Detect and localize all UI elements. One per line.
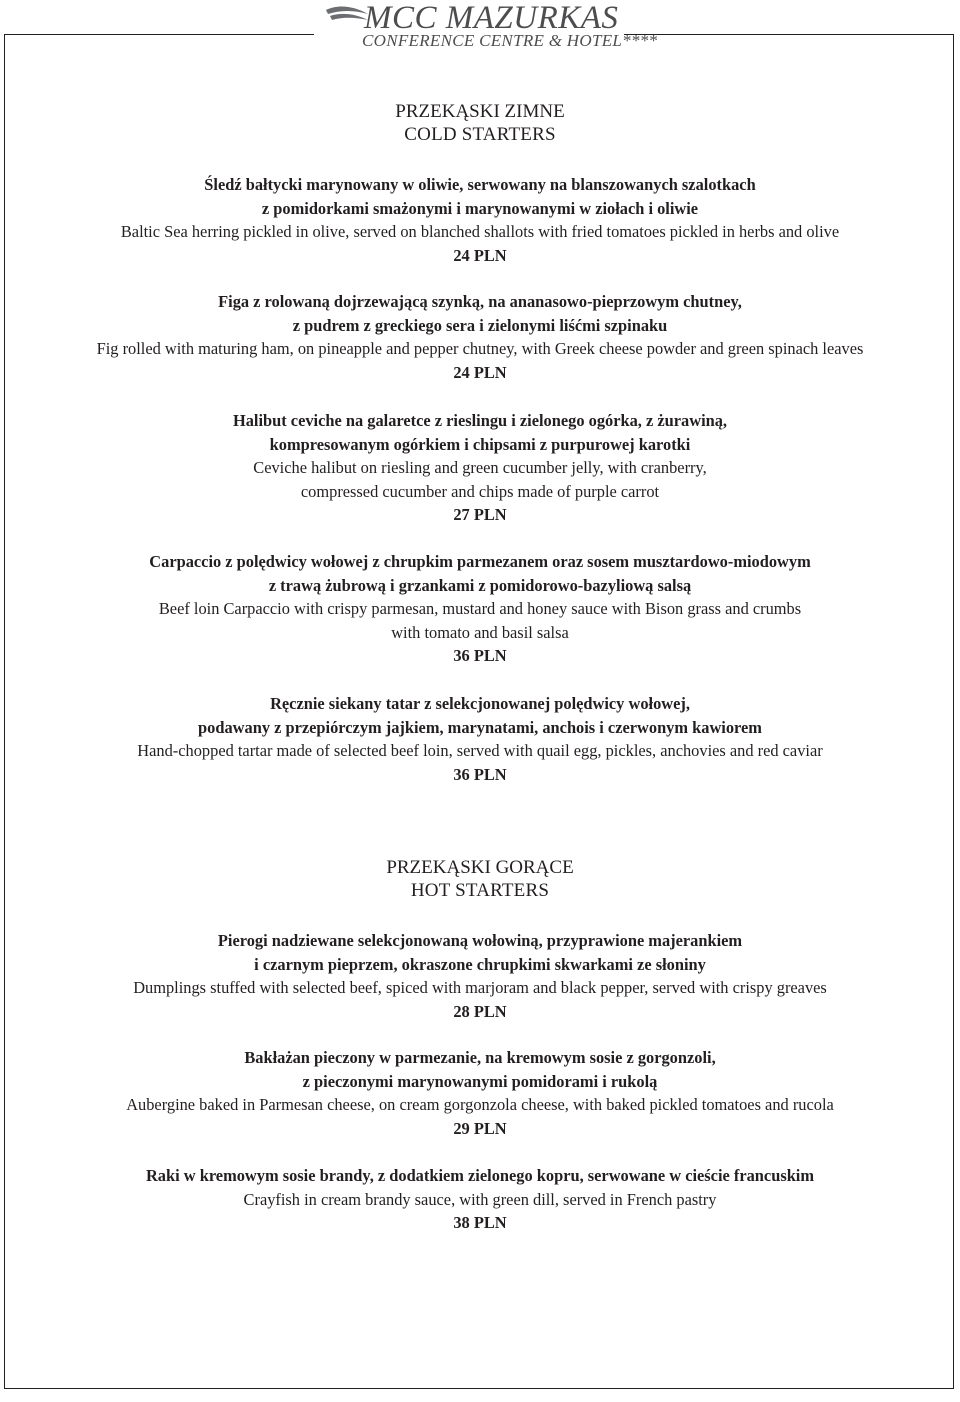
dish-price: 38 PLN (453, 1213, 507, 1232)
section-title-pl: PRZEKĄSKI GORĄCE (386, 857, 574, 878)
logo-subtitle: CONFERENCE CENTRE & HOTEL**** (362, 31, 658, 50)
dish-price: 36 PLN (453, 646, 507, 665)
hotel-logo (318, 0, 658, 56)
dish-name-pl: i czarnym pieprzem, okraszone chrupkimi skwarkami ze słoniny (254, 954, 706, 974)
menu-item (0, 1164, 960, 1235)
section-cold-starters-heading (0, 101, 960, 146)
dish-price: 24 PLN (453, 245, 507, 265)
dish-description-en: Ceviche halibut on riesling and green cucumber jelly, with cranberry, (253, 458, 707, 477)
dish-price: 29 PLN (453, 1118, 507, 1138)
dish-price: 28 PLN (453, 1001, 507, 1021)
dish-name-pl: Śledź bałtycki marynowany w oliwie, serwowany na blanszowanych szalotkach (204, 175, 756, 194)
dish-name-pl: z pomidorkami smażonymi i marynowanymi w ziołach i oliwie (261, 198, 699, 218)
frame-top-line-right (624, 34, 954, 35)
dish-name-pl: Figa z rolowaną dojrzewającą szynką, na ananasowo-pieprzowym chutney, (218, 292, 742, 311)
dish-name-pl: Halibut ceviche na galaretce z rieslingu i zielonego ogórka, z żurawiną, (232, 411, 728, 430)
logo-name: MCC MAZURKAS (364, 0, 619, 36)
dish-name-pl: kompresowanym ogórkiem i chipsami z purpurowej karotki (269, 434, 691, 454)
frame-top-line-left (4, 34, 314, 35)
menu-item (0, 929, 960, 1023)
dish-name-pl: podawany z przepiórczym jajkiem, marynatami, anchois i czerwonym kawiorem (198, 717, 762, 737)
dish-name-pl: Raki w kremowym sosie brandy, z dodatkiem zielonego kopru, serwowane w cieście francuskim (145, 1166, 815, 1185)
dish-price: 27 PLN (453, 505, 507, 524)
menu-item (0, 409, 960, 527)
dish-name-pl: Carpaccio z polędwicy wołowej z chrupkim parmezanem oraz sosem musztardowo-miodowym (149, 552, 811, 571)
dish-description-en: Beef loin Carpaccio with crispy parmesan, mustard and honey sauce with Bison grass and crumbs (158, 599, 802, 618)
section-hot-starters-heading (0, 857, 960, 902)
dish-description-en: Baltic Sea herring pickled in olive, served on blanched shallots with fried tomatoes pickled in herbs and olive (120, 222, 840, 241)
dish-description-en: Hand-chopped tartar made of selected beef loin, served with quail egg, pickles, anchovies and red caviar (137, 741, 823, 760)
dish-name-pl: Pierogi nadziewane selekcjonowaną wołowiną, przyprawione majerankiem (217, 931, 743, 950)
dish-price: 36 PLN (453, 764, 507, 784)
dish-description-en: Fig rolled with maturing ham, on pineapple and pepper chutney, with Greek cheese powder and green spinach leaves (96, 339, 864, 358)
dish-name-pl: Ręcznie siekany tatar z selekcjonowanej polędwicy wołowej, (270, 694, 690, 713)
dish-name-pl: z pudrem z greckiego sera i zielonymi liśćmi szpinaku (292, 315, 668, 335)
menu-item (0, 550, 960, 668)
menu-item (0, 290, 960, 384)
dish-name-pl: Bakłażan pieczony w parmezanie, na kremowym sosie z gorgonzoli, (244, 1048, 716, 1067)
section-title-en: HOT STARTERS (410, 880, 550, 901)
dish-price: 24 PLN (453, 362, 507, 382)
dish-description-en: compressed cucumber and chips made of purple carrot (300, 481, 660, 501)
dish-description-en: Dumplings stuffed with selected beef, spiced with marjoram and black pepper, served with crispy greaves (133, 978, 827, 997)
menu-item (0, 173, 960, 267)
dish-name-pl: z trawą żubrową i grzankami z pomidorowo-bazyliową salsą (268, 575, 692, 595)
menu-item (0, 692, 960, 786)
section-title-en: COLD STARTERS (404, 124, 556, 145)
section-title-pl: PRZEKĄSKI ZIMNE (395, 101, 565, 122)
menu-item (0, 1046, 960, 1140)
dish-description-en: Crayfish in cream brandy sauce, with green dill, served in French pastry (243, 1189, 717, 1209)
dish-description-en: with tomato and basil salsa (391, 622, 569, 642)
dish-description-en: Aubergine baked in Parmesan cheese, on cream gorgonzola cheese, with baked pickled tomatoes and rucola (126, 1095, 834, 1114)
dish-name-pl: z pieczonymi marynowanymi pomidorami i rukolą (302, 1071, 658, 1091)
